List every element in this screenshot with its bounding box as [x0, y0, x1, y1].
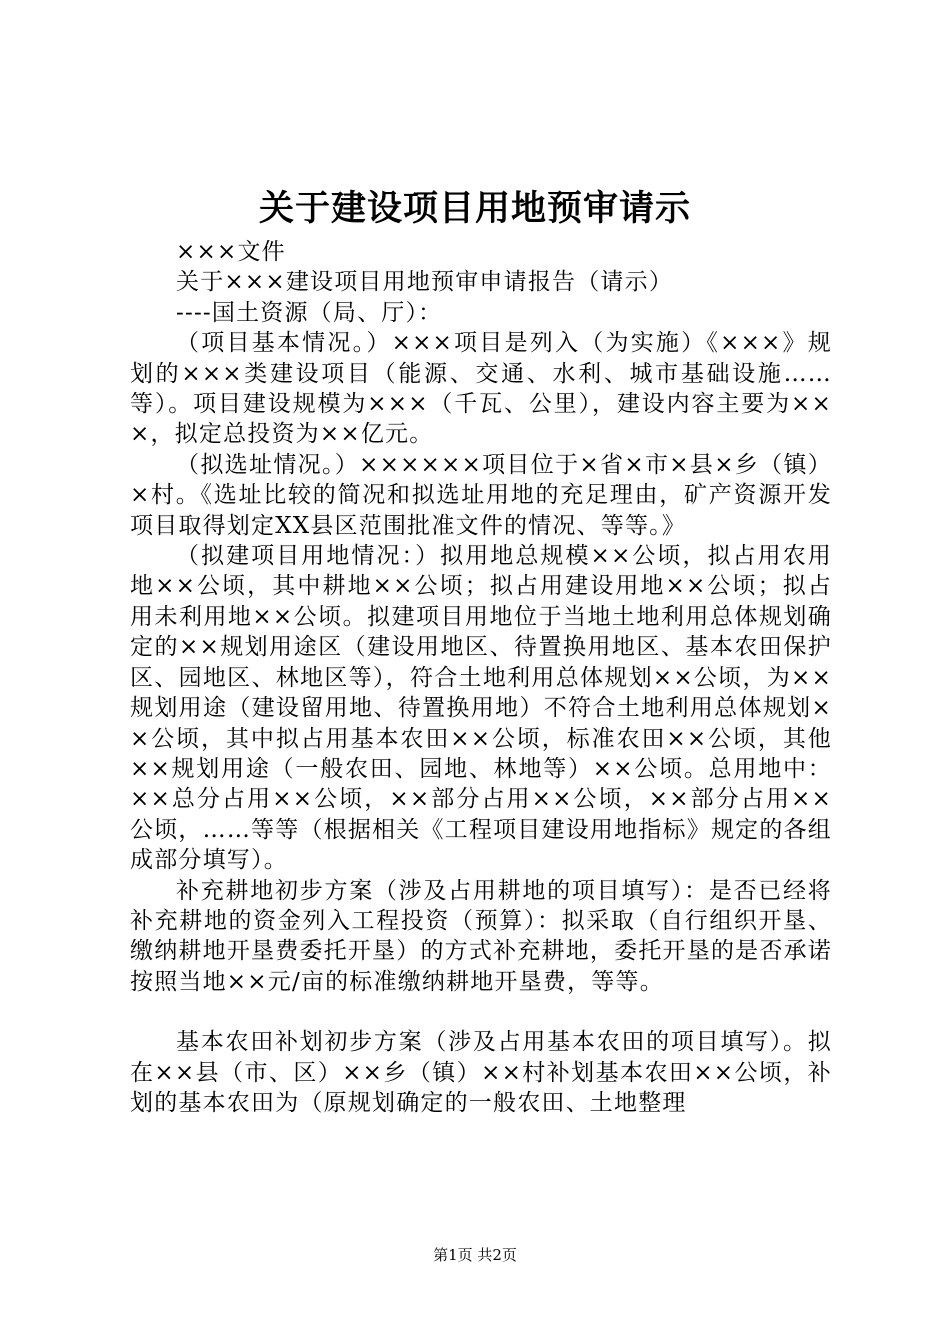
- paragraph-report-title: 关于×××建设项目用地预审申请报告（请示）: [176, 269, 674, 296]
- paragraph-file-heading: ×××文件: [176, 239, 286, 265]
- paragraph-project-basics: （项目基本情况。）×××项目是列入（为实施）《×××》规划的×××类建设项目（能源、交通、水利、城市基础设施……等）。项目建设规模为×××（千瓦、公里），建设内容主要为×××，拟定总投资为××亿元。: [130, 330, 832, 448]
- paragraph-land-use: （拟建项目用地情况：）拟用地总规模××公顷，拟占用农用地××公顷，其中耕地××公顷；拟占用建设用地××公顷；拟占用未利用地××公顷。拟建项目用地位于当地土地利用总体规划确定的××规划用途区（建设用地区、待置换用地区、基本农田保护区、园地区、林地区等），符合土地利用总体规划××公顷，为××规划用途（建设留用地、待置换用地）不符合土地利用总体规划××公顷，其中拟占用基本农田××公顷，标准农田××公顷，其他××规划用途（一般农田、园地、林地等）××公顷。总用地中：××总分占用××公顷，××部分占用××公顷，××部分占用××公顷，……等等（根据相关《工程项目建设用地指标》规定的各组成部分填写）。: [130, 543, 832, 874]
- paragraph-addressee: ----国土资源（局、厅）：: [176, 299, 443, 326]
- paragraph-basic-farmland: 基本农田补划初步方案（涉及占用基本农田的项目填写）。拟在××县（市、区）××乡（镇）××村补划基本农田××公顷，补划的基本农田为（原规划确定的一般农田、土地整理: [130, 1029, 832, 1116]
- paragraph-farmland-supplement: 补充耕地初步方案（涉及占用耕地的项目填写）：是否已经将补充耕地的资金列入工程投资（预算）：拟采取（自行组织开垦、缴纳耕地开垦费委托开垦）的方式补充耕地，委托开垦的是否承诺按照当地××元/亩的标准缴纳耕地开垦费，等等。: [130, 877, 832, 995]
- paragraph-site-selection: （拟选址情况。）××××××项目位于×省×市×县×乡（镇）×村。《选址比较的简况和拟选址用地的充足理由，矿产资源开发项目取得划定XX县区范围批准文件的情况、等等。》: [130, 451, 832, 539]
- document-body: [130, 237, 832, 1118]
- page-number-footer: 第1页 共2页: [433, 1246, 517, 1264]
- document-title: 关于建设项目用地预审请示: [258, 188, 691, 229]
